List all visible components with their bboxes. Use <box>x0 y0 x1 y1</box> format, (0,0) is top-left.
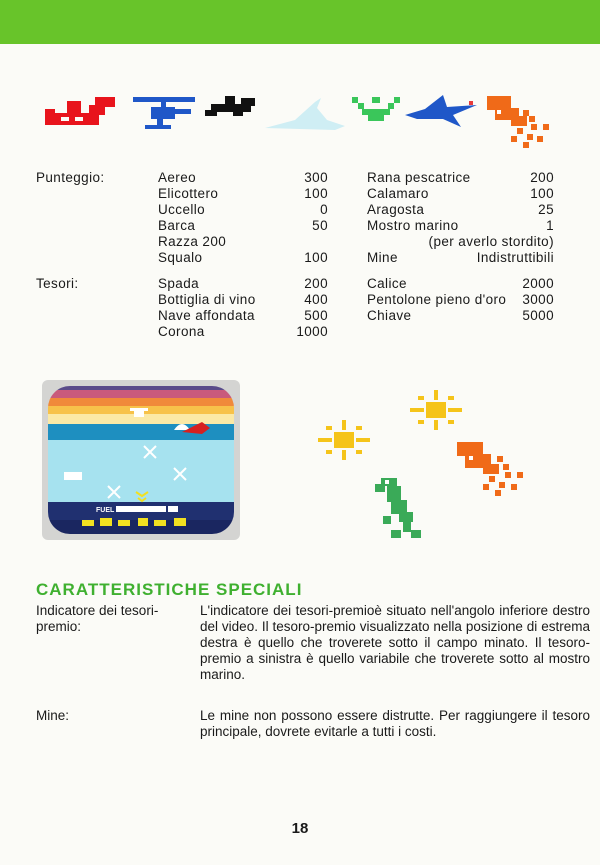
treasure-row: Bottiglia di vino 400 <box>158 292 328 307</box>
game-screen-illustration <box>42 380 240 540</box>
sea-monster-sprite <box>375 478 425 540</box>
section-title: CARATTERISTICHE SPECIALI <box>36 580 303 599</box>
score-row: Uccello 0 <box>158 202 328 217</box>
score-row: Aereo 300 <box>158 170 328 185</box>
feature-item <box>36 708 590 748</box>
score-row: Aragosta 25 <box>367 202 554 217</box>
boat-sprite <box>352 97 400 125</box>
treasure-row: Pentolone pieno d'oro 3000 <box>367 292 554 307</box>
header-color-band <box>0 0 600 44</box>
feature-item <box>36 603 590 699</box>
feature-description: Le mine non possono essere distrutte. Per raggiungere il tesoro principale, dovrete evitarle a tutti i costi. <box>200 708 590 739</box>
game-screen <box>42 380 240 540</box>
treasure-row: Nave affondata 500 <box>158 308 328 323</box>
squid-sprite <box>457 442 525 498</box>
score-row: Elicottero 100 <box>158 186 328 201</box>
sun-sprite <box>410 390 462 430</box>
score-row: Squalo 100 <box>158 250 328 265</box>
treasure-label: Tesori: <box>36 276 79 291</box>
squid-sprite <box>487 96 551 148</box>
treasure-row: Spada 200 <box>158 276 328 291</box>
ray-sprite <box>405 95 477 129</box>
score-list-right <box>367 170 554 266</box>
score-list-left <box>158 170 328 266</box>
score-row: Mine Indistruttibili <box>367 250 554 265</box>
page-number: 18 <box>291 820 309 837</box>
feature-term: Mine: <box>36 708 70 723</box>
treasure-row: Corona 1000 <box>158 324 328 339</box>
treasure-row: Calice 2000 <box>367 276 554 291</box>
helicopter-sprite <box>133 97 195 133</box>
sun-sprite <box>318 420 370 460</box>
score-row: Calamaro 100 <box>367 186 554 201</box>
score-row: Razza 200 <box>158 234 227 249</box>
treasure-list-left <box>158 276 328 340</box>
fuel-gauge <box>116 506 166 512</box>
score-table <box>0 170 600 340</box>
airplane-sprite <box>45 95 117 131</box>
feature-term: Indicatore dei tesori-premio: <box>36 603 159 634</box>
score-label: Punteggio: <box>36 170 105 185</box>
shark-sprite <box>265 98 345 130</box>
treasure-row: Chiave 5000 <box>367 308 554 323</box>
treasure-list-right <box>367 276 554 324</box>
score-row: Barca 50 <box>158 218 328 233</box>
bird-sprite <box>205 96 257 122</box>
score-row: Mostro marino 1 <box>367 218 554 233</box>
fuel-label: FUEL <box>96 507 115 514</box>
score-note: (per averlo stordito) <box>428 234 554 249</box>
feature-description: L'indicatore dei tesori-premioè situato nell'angolo inferiore destro del video. Il tesoro-premio visualizzato nella posizione di estrema destra è quello che troverete sotto il campo minato. Il tesoro-premio a sinistra è quello variabile che troverete sotto al mostro marino. <box>200 603 590 682</box>
score-row: Rana pescatrice 200 <box>367 170 554 185</box>
